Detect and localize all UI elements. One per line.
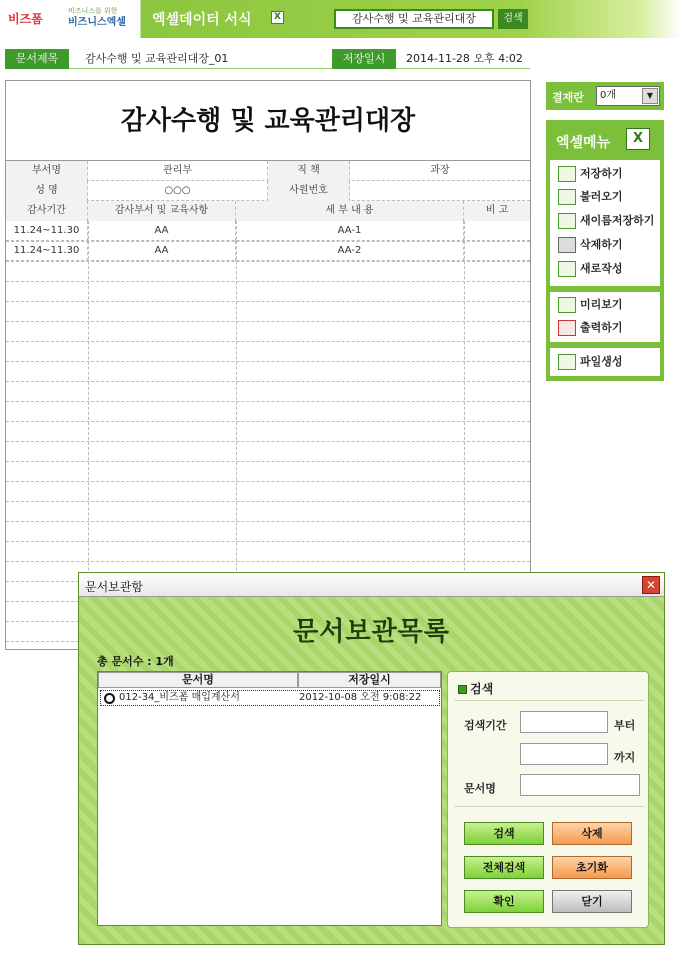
row-period[interactable]: 11.24~11.30 (6, 221, 88, 241)
business-excel-logo[interactable] (68, 6, 126, 28)
approval-select[interactable] (596, 86, 660, 106)
grid-line (6, 281, 530, 282)
save-label: 저장하기 (580, 167, 623, 180)
delete-button[interactable] (556, 235, 658, 255)
dept-label: 부서명 (6, 161, 88, 181)
position-label: 직 책 (268, 161, 350, 181)
col-saved-date[interactable]: 저장일시 (298, 672, 441, 688)
document-sheet (5, 80, 531, 650)
print-icon (558, 320, 576, 336)
grid-line (6, 321, 530, 322)
create-file-icon (558, 354, 576, 370)
grid-line (6, 501, 530, 502)
document-list[interactable] (97, 671, 442, 926)
grid-line (6, 361, 530, 362)
row-period[interactable]: 11.24~11.30 (6, 241, 88, 261)
grid-line (6, 381, 530, 382)
table-row[interactable] (6, 221, 530, 241)
chevron-down-icon[interactable]: ▼ (642, 88, 658, 104)
preview-label: 미리보기 (580, 298, 623, 311)
business-excel-tagline: 비즈니스를 위한 (68, 7, 118, 15)
row-remark[interactable] (464, 241, 530, 261)
grid-line (6, 441, 530, 442)
row-detail[interactable]: AA-1 (236, 221, 464, 241)
save-as-button[interactable] (556, 211, 658, 231)
business-excel-logo-text: 비즈니스엑셀 (68, 17, 126, 28)
table-row[interactable] (6, 241, 530, 261)
current-form-title: 감사수행 및 교육관리대장 (334, 9, 494, 29)
col-audit-dept: 감사부서 및 교육사항 (88, 201, 236, 221)
document-storage-dialog (78, 572, 665, 945)
total-count: 총 문서수 : 1개 (97, 655, 174, 668)
list-item-name: 012-34_비즈폼 매입계산서 (119, 692, 240, 703)
dialog-titlebar[interactable] (79, 573, 664, 597)
document-title: 감사수행 및 교육관리대장 (6, 81, 530, 161)
search-panel-header (458, 680, 493, 697)
grid-line (6, 561, 530, 562)
grid-line (6, 541, 530, 542)
row-detail[interactable]: AA-2 (236, 241, 464, 261)
excel-icon: X (271, 11, 284, 24)
doc-info-bar (5, 49, 530, 69)
reset-button[interactable]: 초기화 (552, 856, 632, 879)
preview-button[interactable] (556, 295, 658, 315)
empno-label: 사원번호 (268, 181, 350, 201)
ok-button[interactable]: 확인 (464, 890, 544, 913)
search-button[interactable]: 검색 (464, 822, 544, 845)
docname-input[interactable] (520, 774, 640, 796)
grid-line (6, 401, 530, 402)
dialog-body (79, 597, 664, 944)
new-button[interactable] (556, 259, 658, 279)
grid-line (6, 481, 530, 482)
bizform-logo[interactable]: 비즈폼 (8, 12, 43, 26)
dialog-heading: 문서보관목록 (293, 617, 450, 647)
dept-value[interactable]: 관리부 (88, 161, 268, 181)
save-as-icon (558, 213, 576, 229)
name-label: 성 명 (6, 181, 88, 201)
print-label: 출력하기 (580, 321, 623, 334)
open-icon (558, 189, 576, 205)
saved-date-label: 저장일시 (332, 49, 396, 69)
col-audit-period: 감사기간 (6, 201, 88, 221)
approval-select-value: 0개 (600, 90, 617, 101)
list-item[interactable] (100, 690, 440, 706)
col-doc-name[interactable]: 문서명 (98, 672, 298, 688)
search-panel (447, 671, 649, 928)
grid-line (6, 421, 530, 422)
name-value[interactable]: ○○○ (88, 181, 268, 201)
trash-icon (558, 237, 576, 253)
menu-group-file (550, 160, 660, 286)
bullet-icon (458, 685, 467, 694)
menu-group-print (550, 292, 660, 342)
close-button[interactable]: 닫기 (552, 890, 632, 913)
approval-label: 결재란 (552, 91, 584, 104)
period-to-input[interactable] (520, 743, 608, 765)
to-label: 까지 (614, 751, 636, 764)
docname-label: 문서명 (464, 782, 496, 795)
grid-line (6, 521, 530, 522)
dept-row (6, 161, 530, 181)
row-dept[interactable]: AA (88, 221, 236, 241)
dialog-title: 문서보관함 (85, 580, 143, 594)
doc-title-label: 문서제목 (5, 49, 69, 69)
excel-menu-header (546, 120, 664, 160)
approval-panel (546, 82, 664, 110)
app-header (0, 0, 682, 38)
save-icon (558, 166, 576, 182)
new-document-icon (558, 261, 576, 277)
new-label: 새로작성 (580, 262, 623, 275)
grid-line (6, 301, 530, 302)
radio-button[interactable] (104, 693, 115, 704)
save-button[interactable] (556, 164, 658, 184)
name-row (6, 181, 530, 201)
grid-line (6, 261, 530, 262)
empno-value[interactable] (350, 181, 530, 201)
period-label: 검색기간 (464, 719, 507, 732)
create-file-label: 파일생성 (580, 355, 623, 368)
create-file-button[interactable] (556, 352, 658, 372)
header-search-button[interactable]: 검색 (498, 9, 528, 29)
col-details: 세 부 내 용 (236, 201, 464, 221)
saved-date-value: 2014-11-28 오후 4:02 (406, 52, 523, 65)
print-button[interactable] (556, 318, 658, 338)
delete-label: 삭제하기 (580, 238, 623, 251)
table-header-row (6, 201, 530, 221)
excel-menu (546, 120, 664, 381)
list-item-date: 2012-10-08 오전 9:08:22 (299, 692, 422, 703)
doc-title-value: 감사수행 및 교육관리대장_01 (85, 52, 229, 65)
row-remark[interactable] (464, 221, 530, 241)
from-label: 부터 (614, 719, 636, 732)
grid-line (6, 461, 530, 462)
col-remarks: 비 고 (464, 201, 530, 221)
search-all-button[interactable]: 전체검색 (464, 856, 544, 879)
grid-line (6, 341, 530, 342)
position-value[interactable]: 과장 (430, 165, 450, 176)
excel-menu-title: 엑셀메뉴 (556, 135, 611, 151)
period-from-input[interactable] (520, 711, 608, 733)
row-dept[interactable]: AA (88, 241, 236, 261)
menu-group-export (550, 348, 660, 376)
excel-icon: X (626, 128, 650, 150)
close-icon[interactable]: ✕ (642, 576, 660, 594)
search-panel-title: 검색 (470, 682, 494, 696)
load-button[interactable] (556, 187, 658, 207)
delete-button[interactable]: 삭제 (552, 822, 632, 845)
app-title: 엑셀데이터 서식 (152, 12, 252, 28)
preview-icon (558, 297, 576, 313)
save-as-label: 새이름저장하기 (580, 214, 655, 227)
load-label: 불러오기 (580, 190, 623, 203)
